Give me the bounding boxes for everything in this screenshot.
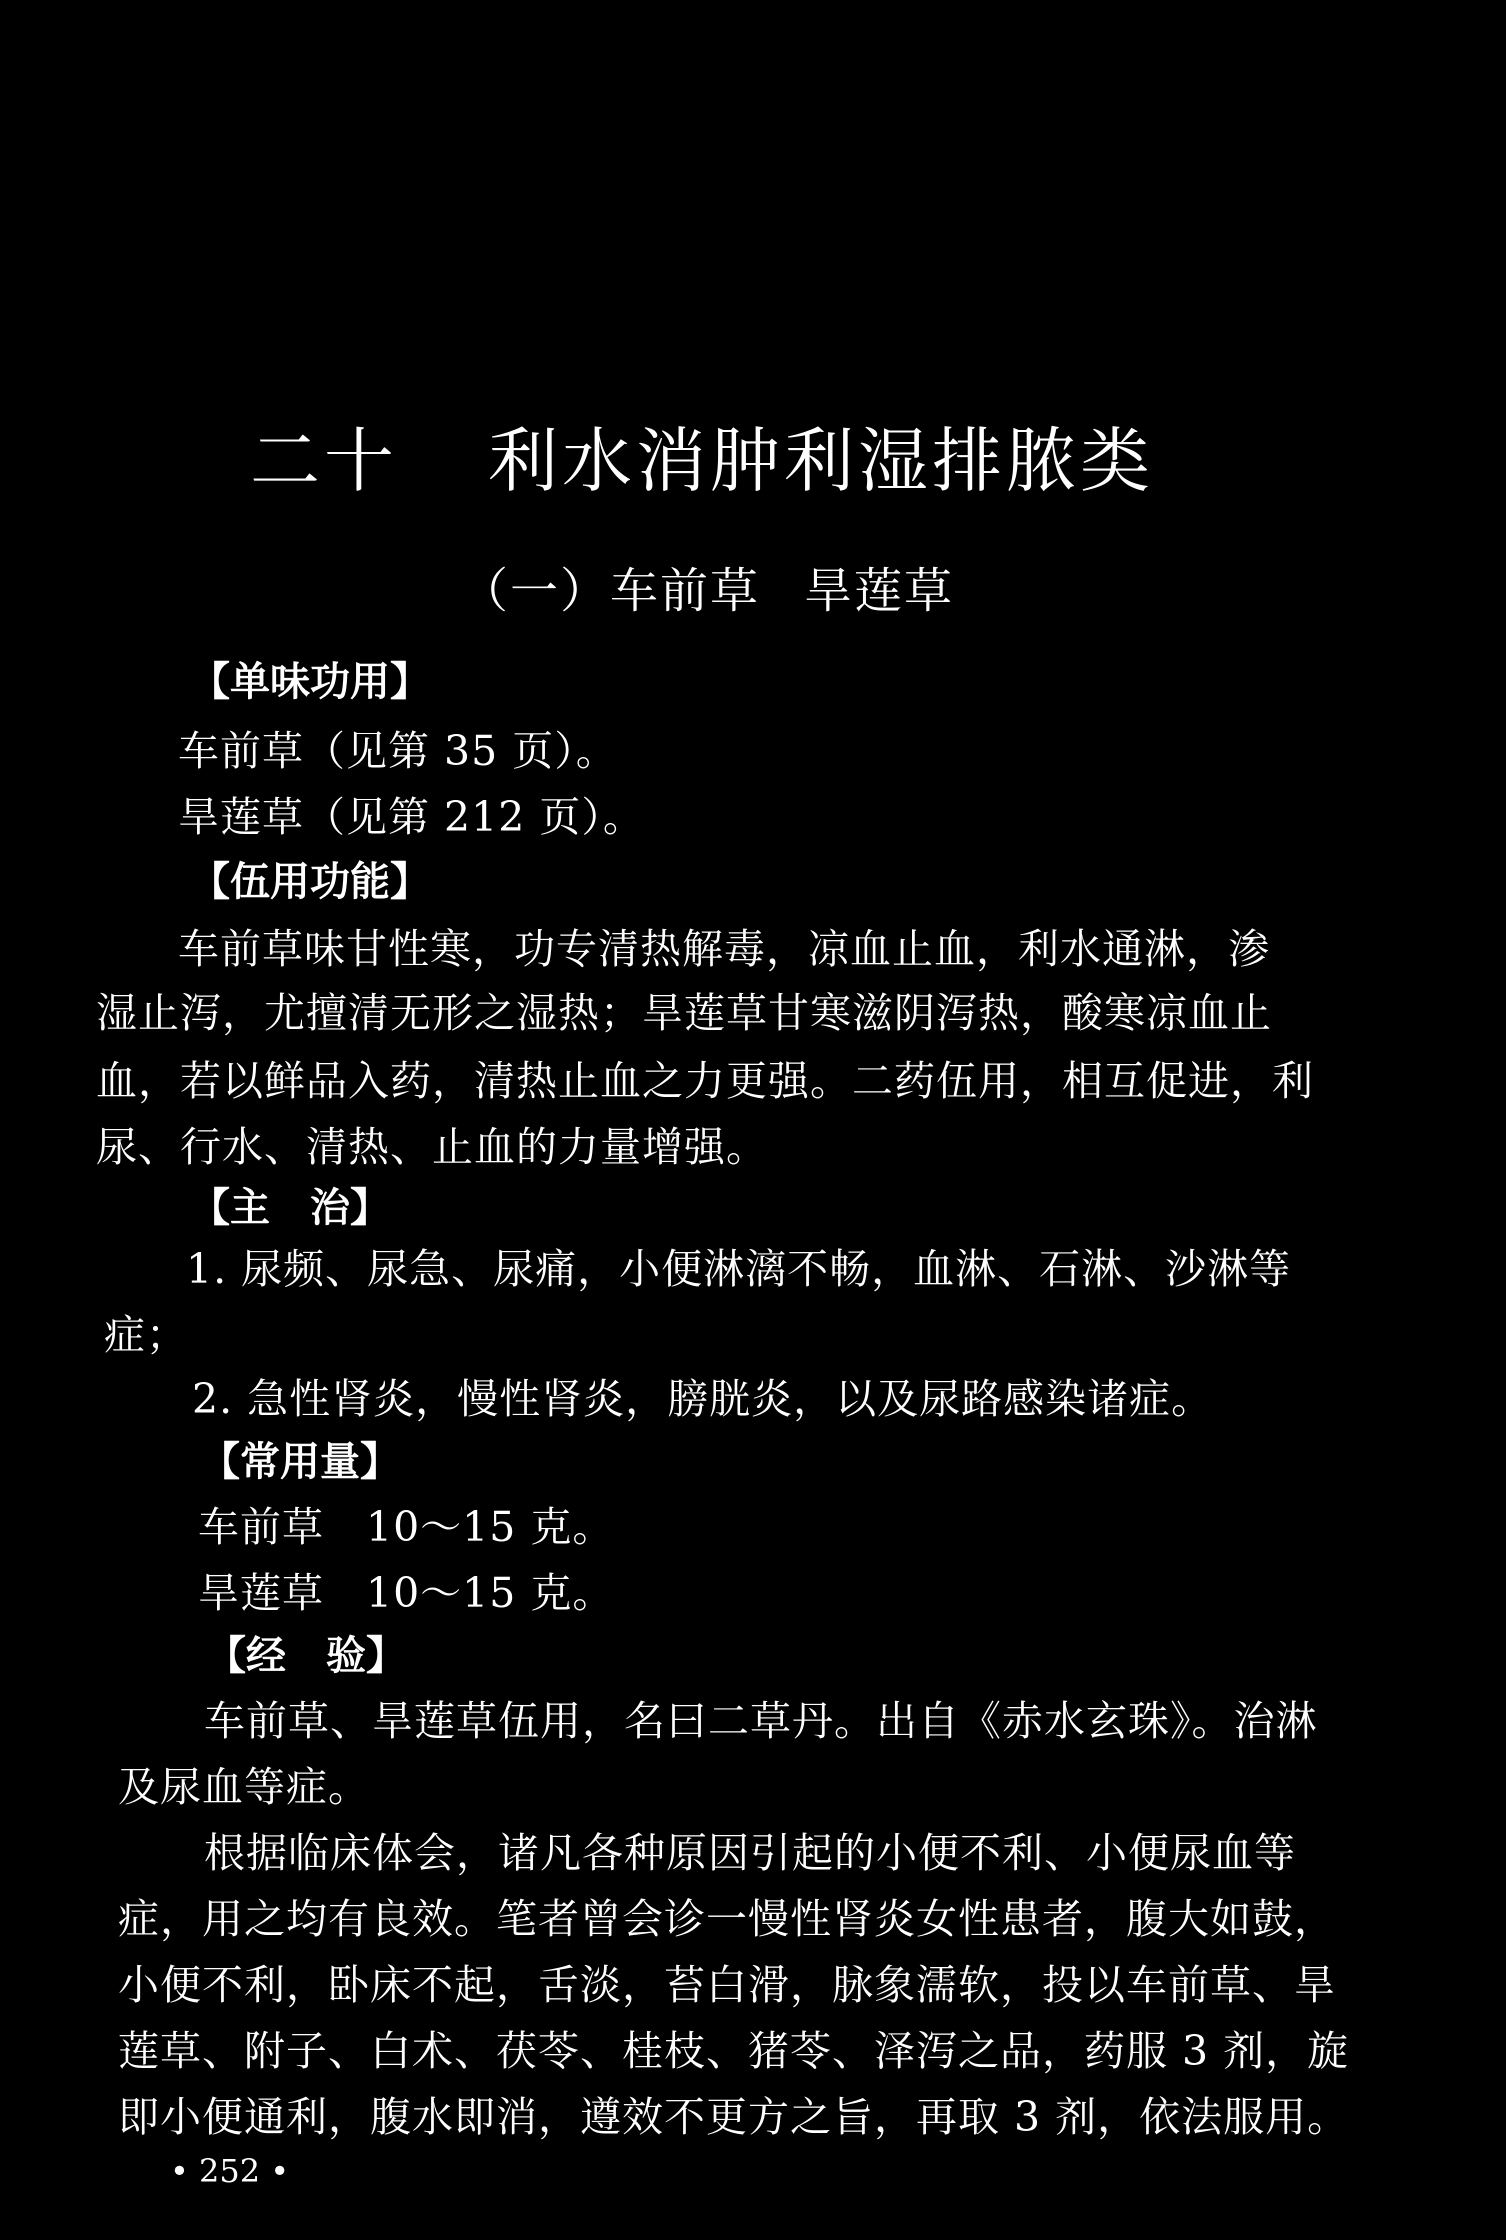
heading-experience: 【经 验】 bbox=[206, 1633, 406, 1679]
dosage-line-2: 旱莲草 10～15 克。 bbox=[198, 1569, 615, 1617]
heading-indications: 【主 治】 bbox=[190, 1185, 390, 1231]
single-use-line-2: 旱莲草（见第 212 页）。 bbox=[178, 793, 645, 841]
combined-function-line-2: 湿止泻，尤擅清无形之湿热；旱莲草甘寒滋阴泻热，酸寒凉血止 bbox=[96, 989, 1272, 1037]
combined-function-line-1: 车前草味甘性寒，功专清热解毒，凉血止血，利水通淋，渗 bbox=[178, 925, 1270, 973]
chapter-number: 二十 bbox=[250, 420, 398, 502]
heading-single-use: 【单味功用】 bbox=[190, 659, 430, 705]
page-number: • 252 • bbox=[170, 2152, 290, 2190]
experience-line-1: 车前草、旱莲草伍用，名曰二草丹。出自《赤水玄珠》。治淋 bbox=[204, 1697, 1318, 1745]
combined-function-line-3: 血，若以鲜品入药，清热止血之力更强。二药伍用，相互促进，利 bbox=[96, 1057, 1314, 1105]
heading-dosage: 【常用量】 bbox=[200, 1439, 400, 1485]
dosage-line-1: 车前草 10～15 克。 bbox=[198, 1503, 615, 1551]
combined-function-line-4: 尿、行水、清热、止血的力量增强。 bbox=[96, 1123, 768, 1171]
experience-line-3: 根据临床体会，诸凡各种原因引起的小便不利、小便尿血等 bbox=[204, 1829, 1296, 1877]
chapter-title bbox=[250, 405, 1154, 506]
section-title-second: 旱莲草 bbox=[804, 563, 955, 619]
single-use-line-1: 车前草（见第 35 页）。 bbox=[178, 727, 618, 775]
section-title-first: （一）车前草 bbox=[460, 563, 761, 619]
experience-line-7: 即小便通利，腹水即消，遵效不更方之旨，再取 3 剂，依法服用。 bbox=[118, 2093, 1350, 2141]
chapter-name: 利水消肿利湿排脓类 bbox=[488, 420, 1154, 502]
experience-line-2: 及尿血等症。 bbox=[118, 1763, 370, 1811]
experience-line-5: 小便不利，卧床不起，舌淡，苔白滑，脉象濡软，投以车前草、旱 bbox=[118, 1961, 1336, 2009]
indications-line-3: 2. 急性肾炎，慢性肾炎，膀胱炎，以及尿路感染诸症。 bbox=[192, 1375, 1214, 1423]
experience-line-6: 莲草、附子、白术、茯苓、桂枝、猪苓、泽泻之品，药服 3 剂，旋 bbox=[118, 2027, 1350, 2075]
heading-combined-function: 【伍用功能】 bbox=[190, 859, 430, 905]
indications-line-2: 症； bbox=[104, 1311, 188, 1359]
experience-line-4: 症，用之均有良效。笔者曾会诊一慢性肾炎女性患者，腹大如鼓， bbox=[118, 1895, 1336, 1943]
section-title bbox=[460, 552, 954, 621]
indications-line-1: 1. 尿频、尿急、尿痛，小便淋漓不畅，血淋、石淋、沙淋等 bbox=[186, 1245, 1292, 1293]
